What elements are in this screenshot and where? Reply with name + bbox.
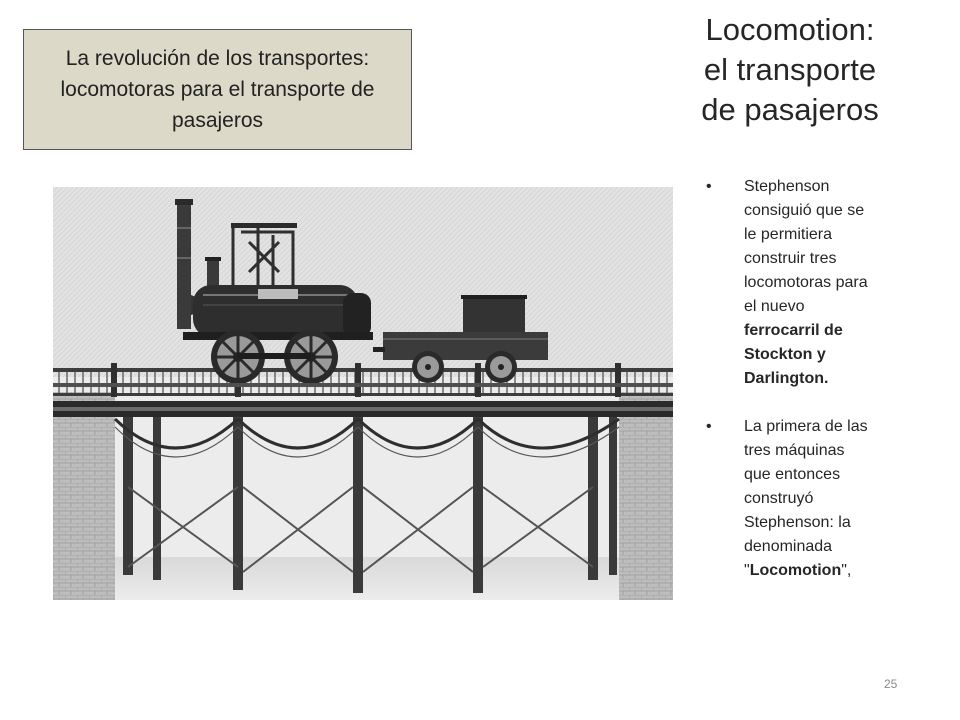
title-line-2: el transporte: [703, 52, 877, 87]
bullet-2-line: Stephenson: la: [744, 514, 851, 531]
bullet-2-line: construyó: [744, 490, 814, 507]
bullet-2-last-line: [744, 559, 921, 583]
bullet-1-bold-line: Darlington.: [744, 370, 829, 387]
locomotion-bridge-photo: [53, 187, 673, 600]
bullet-item-locomotion: [706, 415, 921, 583]
bullet-1-line: construir tres: [744, 250, 837, 267]
bullet-2-line: denominada: [744, 538, 833, 555]
bullet-1-bold-line: ferrocarril de: [744, 322, 843, 339]
bullet-list: [706, 175, 921, 583]
bullet-1-line: locomotoras para: [744, 274, 868, 291]
page-number: 25: [884, 677, 898, 691]
slide-label-text: La revolución de los transportes: locomotoras para el transporte de pasajeros: [60, 47, 375, 132]
bullet-2-line: tres máquinas: [744, 442, 845, 459]
bullet-1-line: el nuevo: [744, 298, 805, 315]
slide-title: [665, 10, 915, 130]
bullet-2-line: que entonces: [744, 466, 841, 483]
bullet-2-line: • La primera de las: [744, 418, 868, 435]
bullet-item-stephenson: [706, 175, 921, 391]
title-line-3: de pasajeros: [701, 92, 879, 127]
bullet-1-bold-line: Stockton y: [744, 346, 826, 363]
bullet-1-line: consiguió que se: [744, 202, 865, 219]
quote-open: ": [744, 562, 750, 579]
title-line-1: Locomotion:: [705, 12, 875, 47]
bullet-1-line: le permitiera: [744, 226, 833, 243]
slide-label-box: [23, 29, 412, 150]
locomotion-name: Locomotion: [749, 562, 842, 579]
bullet-1-line: • Stephenson: [744, 178, 830, 195]
quote-close: ",: [841, 562, 852, 579]
